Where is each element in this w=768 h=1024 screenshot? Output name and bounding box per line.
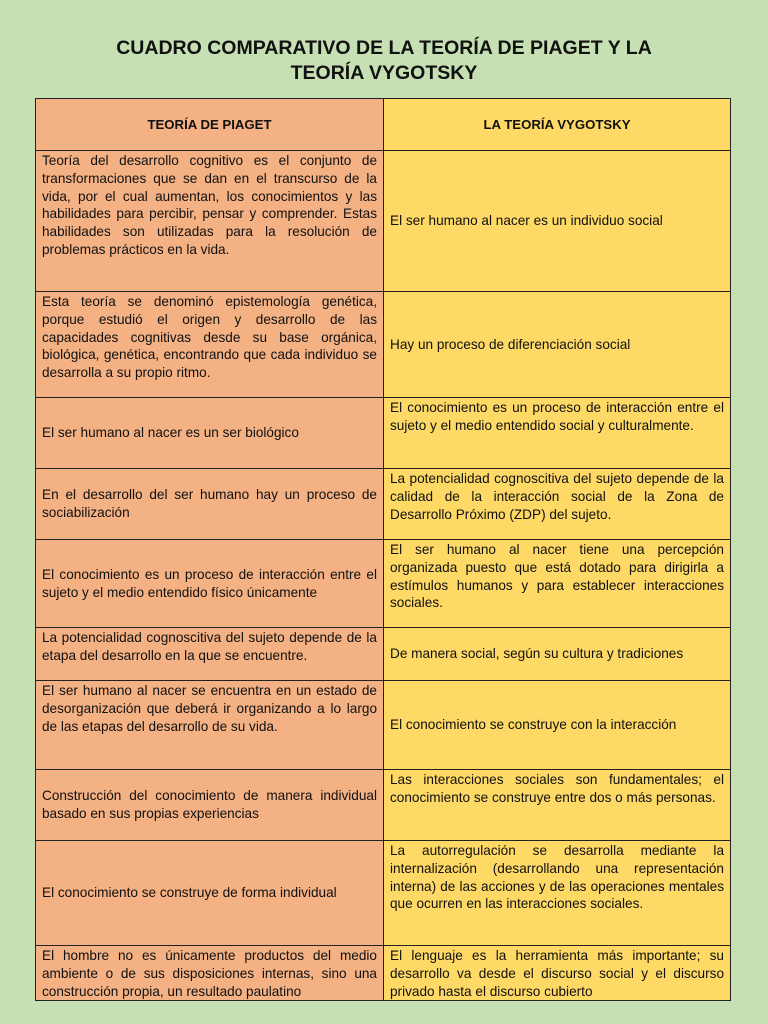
vygotsky-cell: El ser humano al nacer tiene una percepción organizada puesto que está dotado para dirigirla a estímulos humanos y para establecer interacciones sociales.	[384, 540, 731, 628]
table-row	[36, 540, 731, 628]
piaget-cell: La potencialidad cognoscitiva del sujeto depende de la etapa del desarrollo en la que se encuentre.	[36, 628, 384, 681]
vygotsky-cell: Las interacciones sociales son fundamentales; el conocimiento se construye entre dos o más personas.	[384, 770, 731, 841]
table-row	[36, 292, 731, 398]
comparison-table	[35, 98, 731, 1001]
piaget-cell: En el desarrollo del ser humano hay un proceso de sociabilización	[36, 469, 384, 540]
table-header-row	[36, 99, 731, 151]
piaget-cell: Construcción del conocimiento de manera individual basado en sus propias experiencias	[36, 770, 384, 841]
piaget-cell: El conocimiento se construye de forma individual	[36, 841, 384, 946]
table-row	[36, 770, 731, 841]
table-row	[36, 841, 731, 946]
vygotsky-cell: De manera social, según su cultura y tradiciones	[384, 628, 731, 681]
table-row	[36, 151, 731, 292]
vygotsky-cell: El ser humano al nacer es un individuo social	[384, 151, 731, 292]
piaget-cell-text: El hombre no es únicamente productos del medio ambiente o de sus disposiciones internas, sino una construcción propia, un resultado paulatino	[42, 948, 377, 999]
vygotsky-cell: El conocimiento es un proceso de interacción entre el sujeto y el medio entendido social y culturalmente.	[384, 398, 731, 469]
vygotsky-cell: La potencialidad cognoscitiva del sujeto depende de la calidad de la interacción social de la Zona de Desarrollo Próximo (ZDP) del sujeto.	[384, 469, 731, 540]
piaget-cell: Esta teoría se denominó epistemología genética, porque estudió el origen y desarrollo de las capacidades cognitivas desde su base orgánica, biológica, genética, encontrando que cada individuo se desarrolla a su propio ritmo.	[36, 292, 384, 398]
vygotsky-cell	[384, 946, 731, 1001]
header-piaget: TEORÍA DE PIAGET	[36, 99, 384, 151]
piaget-cell: El conocimiento es un proceso de interacción entre el sujeto y el medio entendido físico únicamente	[36, 540, 384, 628]
vygotsky-cell: Hay un proceso de diferenciación social	[384, 292, 731, 398]
piaget-cell: El ser humano al nacer es un ser biológico	[36, 398, 384, 469]
page-title	[0, 36, 768, 86]
vygotsky-cell-text: El lenguaje es la herramienta más importante; su desarrollo va desde el discurso social y el discurso privado hasta el discurso cubierto	[390, 948, 724, 999]
header-vygotsky: LA TEORÍA VYGOTSKY	[384, 99, 731, 151]
piaget-cell	[36, 946, 384, 1001]
table-row	[36, 681, 731, 770]
title-line-2: TEORÍA VYGOTSKY	[290, 62, 478, 84]
table-row	[36, 469, 731, 540]
table-row	[36, 946, 731, 1001]
vygotsky-cell: El conocimiento se construye con la interacción	[384, 681, 731, 770]
vygotsky-cell: La autorregulación se desarrolla mediante la internalización (desarrollando una representación interna) de las acciones y de las operaciones mentales que ocurren en las interacciones sociales.	[384, 841, 731, 946]
piaget-cell: Teoría del desarrollo cognitivo es el conjunto de transformaciones que se dan en el transcurso de la vida, por el cual aumentan, los conocimientos y las habilidades para percibir, pensar y comprender. Estas habilidades son utilizadas para la resolución de problemas prácticos en la vida.	[36, 151, 384, 292]
title-line-1: CUADRO COMPARATIVO DE LA TEORÍA DE PIAGET Y LA	[116, 37, 652, 59]
piaget-cell: El ser humano al nacer se encuentra en un estado de desorganización que deberá ir organizando a lo largo de las etapas del desarrollo de su vida.	[36, 681, 384, 770]
table-row	[36, 398, 731, 469]
table-row	[36, 628, 731, 681]
